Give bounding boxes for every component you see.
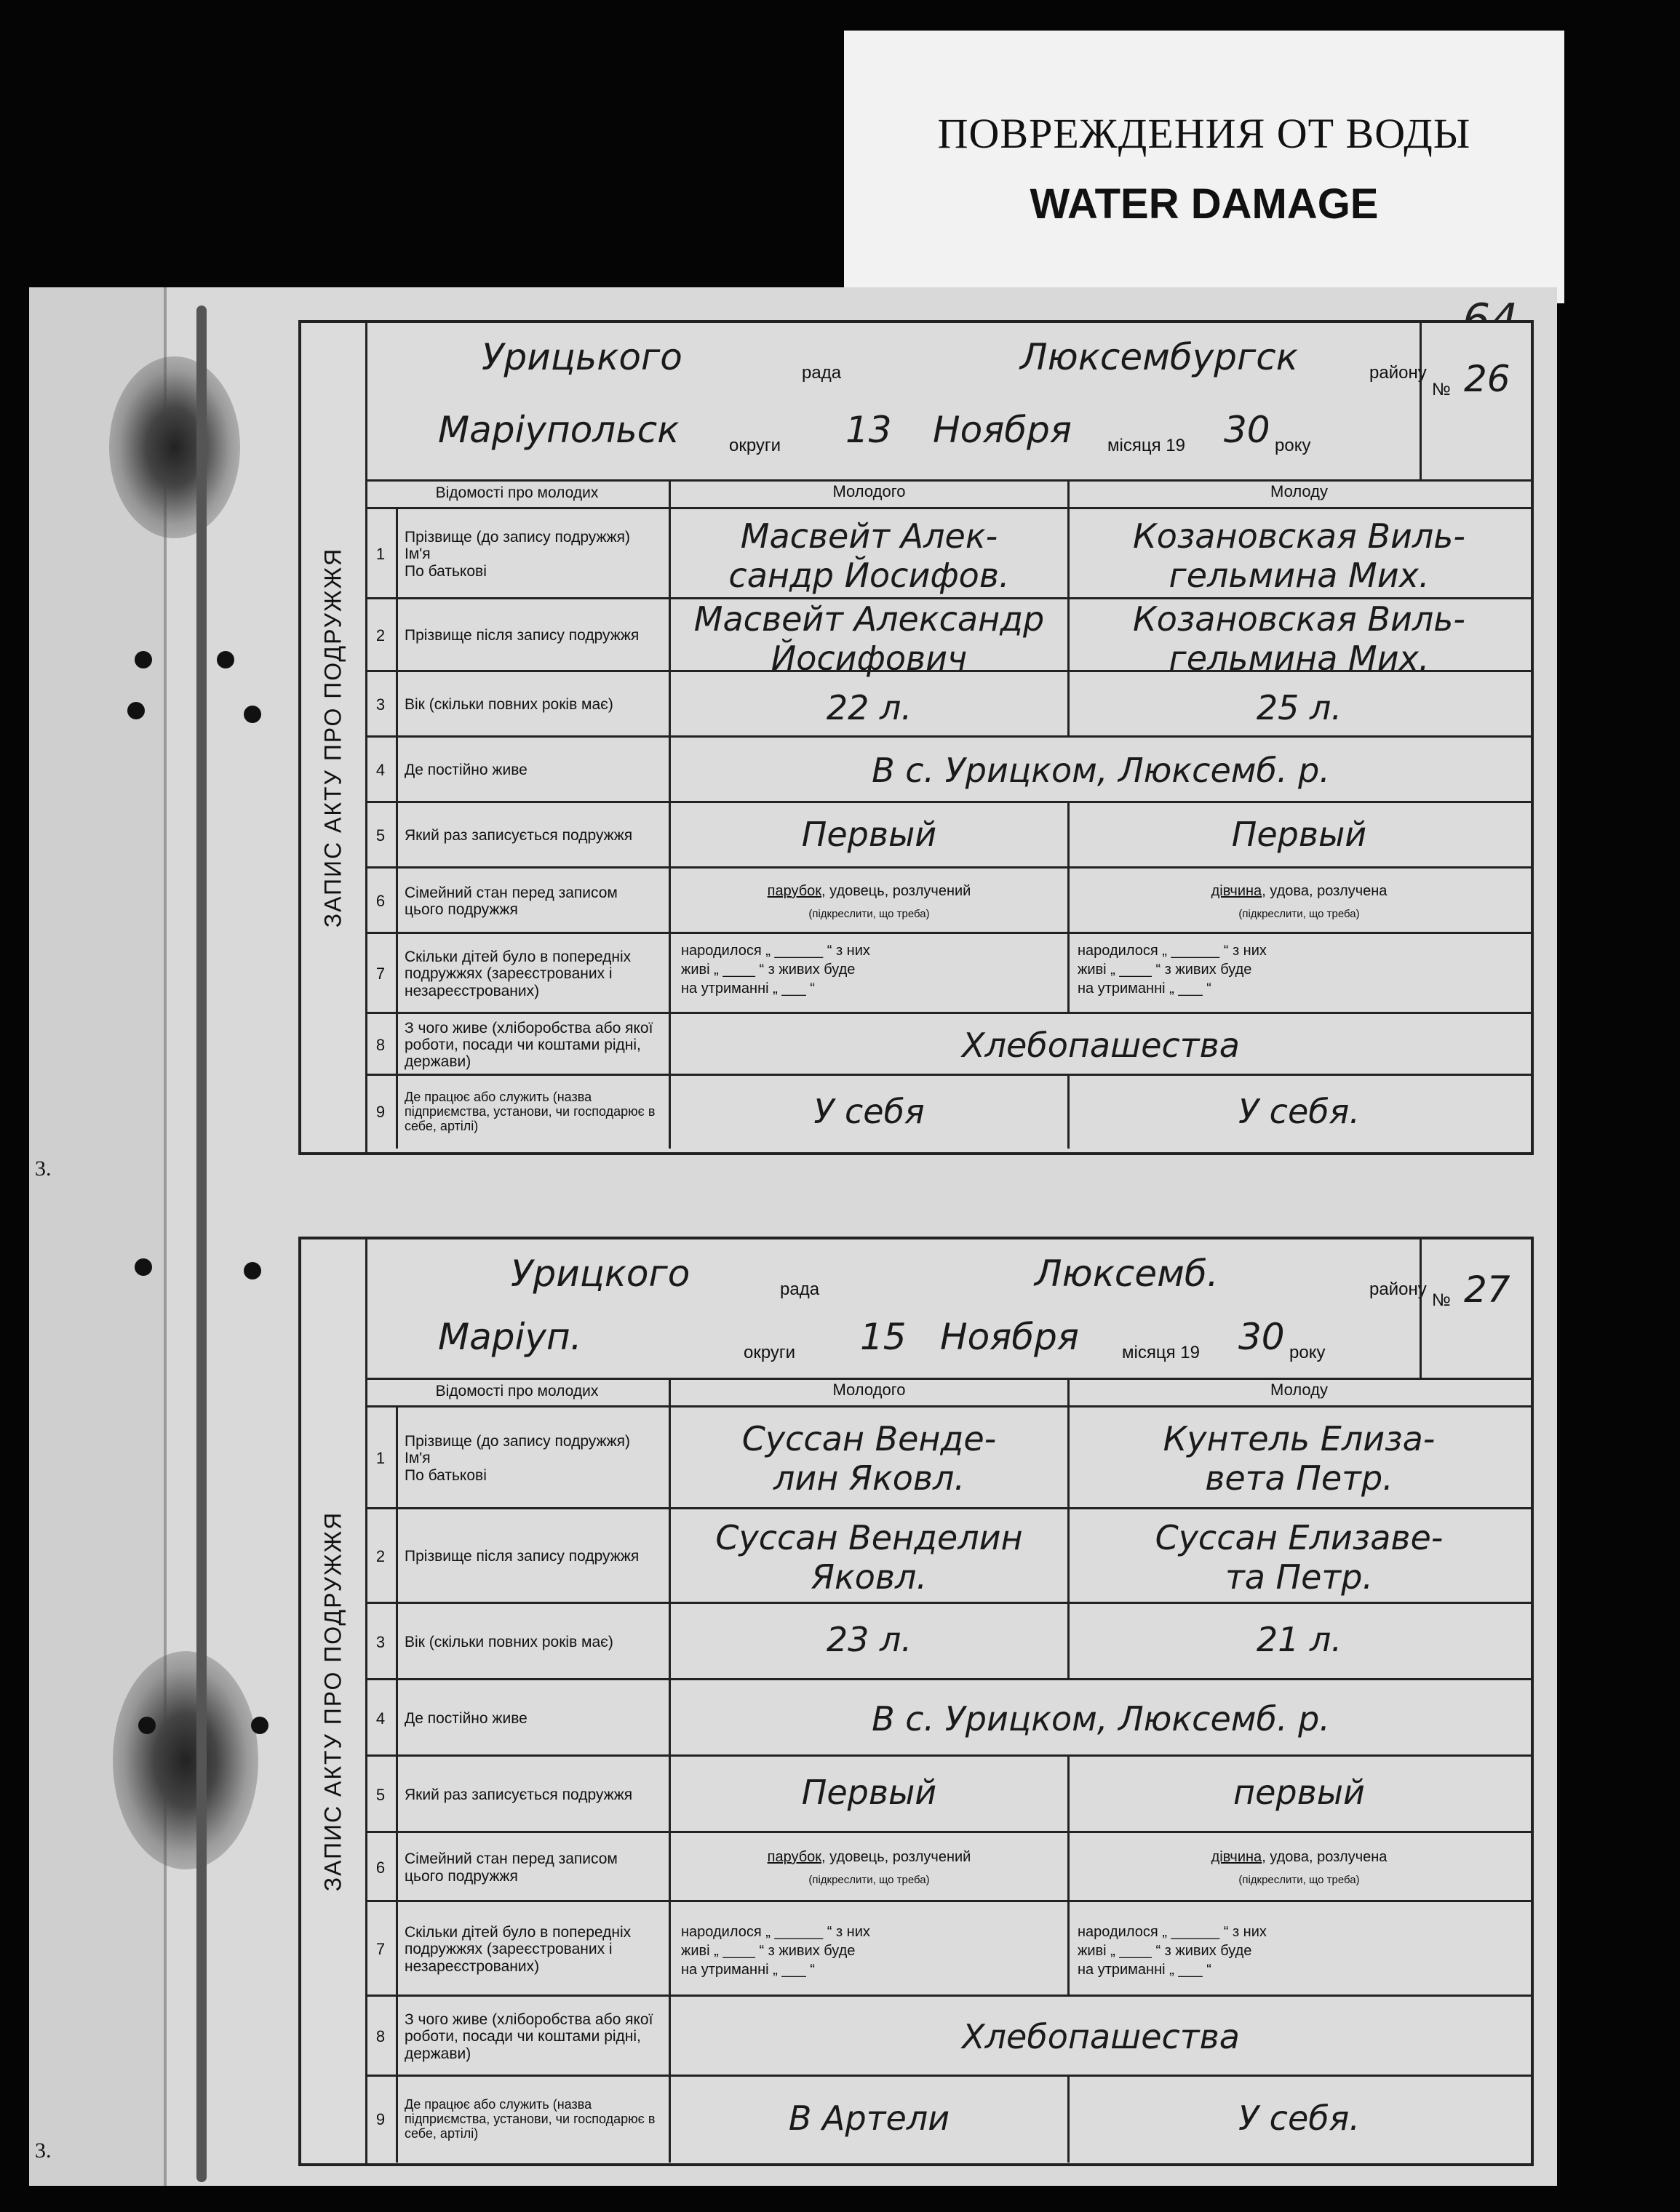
table-row: 2 Прізвище після запису подружжя Суссан Венделин Яковл. Суссан Елизаве- та Петр. [365,1507,1531,1604]
record-table [365,1378,1531,2163]
table-row: 7 Скільки дітей було в попередніх подружжях (зареєстрованих і незареєстрованих) народилося „ ______ “ з них живі „ ____ “ з живих буде на утриманні „ ___ “ народилося „ ______ “ з них живі „ ____ “ з живих буде на утриманні „ ___ “ [365,932,1531,1014]
table-row: 5 Який раз записується подружжя Первый Первый [365,801,1531,869]
misyatsia-label: місяця 19 [1107,436,1185,455]
strip-mark: 3. [35,2139,52,2163]
marriage-record-27 [298,1237,1534,2166]
table-row: 9 Де працює або служить (назва підприємства, установи, чи господарює в себе, артілі) В Артели У себя. [365,2075,1531,2163]
record-month: Ноября [933,409,1072,451]
water-damage-label-card [844,31,1564,303]
col-bride-header: Молоду [1270,1381,1328,1399]
raion-label: району [1369,1279,1427,1299]
groom-status: парубок, удовець, розлучений [767,1849,971,1865]
status-note: (підкреслити, що треба) [1238,908,1360,920]
binding-hole [138,1717,156,1734]
record-number: 26 [1464,358,1510,400]
table-row: 2 Прізвище після запису подружжя Масвейт Александр Йосифович Козановская Виль- гельмина Мих. [365,597,1531,672]
groom-name-after: Суссан Венделин Яковл. [715,1518,1023,1597]
record-number: 27 [1464,1269,1510,1311]
record-year: 30 [1238,1316,1285,1358]
label-russian-text: ПОВРЕЖДЕНИЯ ОТ ВОДЫ [937,110,1471,157]
bride-name: Кунтель Елиза- вета Петр. [1163,1419,1436,1498]
record-header [365,323,1531,482]
groom-workplace: У себя [813,1092,925,1131]
rada-label: рада [780,1279,820,1299]
status-note: (підкреслити, що треба) [1238,1874,1360,1886]
groom-age: 22 л. [826,688,912,727]
village-name: Урицкого [511,1253,690,1295]
record-number-box [1420,323,1531,479]
table-row: 4 Де постійно живе В с. Урицком, Люксемб. р. [365,1678,1531,1757]
table-row: 8 З чого живе (хліборобства або якої роботи, посади чи коштами рідні, держави) Хлебопашества [365,1012,1531,1076]
number-sign: № [1432,380,1451,399]
table-header-row [365,1378,1531,1405]
table-row: 6 Сімейний стан перед записом цього подружжя парубок, удовець, розлучений (підкреслити, що треба) дівчина, удова, розлучена (підкреслити, що треба) [365,1831,1531,1902]
binding-hole [244,1262,261,1279]
residence: В с. Урицком, Люксемб. р. [872,751,1330,790]
groom-age: 23 л. [826,1620,912,1659]
table-row: 1 Прізвище (до запису подружжя) Ім'я По батькові Масвейт Алек- сандр Йосифов. Козановская Виль- гельмина Мих. [365,507,1531,599]
bride-status: дівчина, удова, розлучена [1211,883,1388,899]
record-year: 30 [1224,409,1270,451]
record-day: 13 [845,409,892,451]
binding-hole [135,1258,152,1276]
bride-age: 25 л. [1256,688,1342,727]
binding-hole [217,651,234,668]
table-header-row [365,479,1531,507]
col-info-header: Відомості про молодих [365,1378,671,1405]
okrug-name: Маріупольск [438,409,680,451]
record-header [365,1239,1531,1380]
okrugy-label: округи [744,1343,796,1362]
table-row: 5 Який раз записується подружжя Первый первый [365,1754,1531,1833]
binding-hole [127,702,145,719]
col-groom-header: Молодого [832,482,906,500]
record-month: Ноября [940,1316,1079,1358]
table-row: 8 З чого живе (хліборобства або якої роботи, посади чи коштами рідні, держави) Хлебопашества [365,1995,1531,2077]
bride-status: дівчина, удова, розлучена [1211,1849,1388,1865]
table-row: 1 Прізвище (до запису подружжя) Ім'я По батькові Суссан Венде- лин Яковл. Кунтель Елиза- вета Петр. [365,1405,1531,1509]
table-row: 9 Де працює або служить (назва підприємства, установи, чи господарює в себе, артілі) У себя У себя. [365,1074,1531,1149]
roku-label: року [1289,1343,1326,1362]
binding-hole [251,1717,268,1734]
bride-marriage-count: Первый [1231,815,1367,854]
district-name: Люксембургск [1020,336,1298,378]
bride-workplace: У себя. [1238,2099,1360,2138]
binding-hole [135,651,152,668]
table-row: 4 Де постійно живе В с. Урицком, Люксемб. р. [365,735,1531,803]
bride-marriage-count: первый [1233,1773,1365,1812]
roku-label: року [1275,436,1311,455]
bride-name: Козановская Виль- гельмина Мих. [1133,516,1465,595]
col-groom-header: Молодого [832,1381,906,1399]
okrugy-label: округи [729,436,781,455]
groom-status: парубок, удовець, розлучений [767,883,971,899]
rada-label: рада [802,363,842,383]
groom-marriage-count: Первый [801,1773,937,1812]
binding-hole [244,706,261,723]
col-bride-header: Молоду [1270,482,1328,500]
binding-strip [29,287,167,2186]
livelihood: Хлебопашества [962,1025,1240,1065]
number-sign: № [1432,1290,1451,1310]
marriage-record-26 [298,320,1534,1155]
district-name: Люксемб. [1035,1253,1219,1295]
col-info-header: Відомості про молодих [365,479,671,507]
table-row: 3 Вік (скільки повних років має) 22 л. 25 л. [365,670,1531,738]
water-stain [113,1651,258,1869]
village-name: Урицького [482,336,682,378]
bride-age: 21 л. [1256,1620,1342,1659]
bride-name-after: Суссан Елизаве- та Петр. [1155,1518,1444,1597]
record-day: 15 [860,1316,907,1358]
strip-mark: 3. [35,1157,52,1181]
bride-name-after: Козановская Виль- гельмина Мих. [1133,599,1465,678]
groom-workplace: В Артели [788,2099,950,2138]
groom-children: народилося „ ______ “ з них живі „ ____ “ з живих буде на утриманні „ ___ “ [681,943,870,997]
groom-children: народилося „ ______ “ з них живі „ ____ “ з живих буде на утриманні „ ___ “ [681,1924,870,1978]
groom-name-after: Масвейт Александр Йосифович [693,599,1045,678]
misyatsia-label: місяця 19 [1122,1343,1200,1362]
groom-marriage-count: Первый [801,815,937,854]
table-row: 3 Вік (скільки повних років має) 23 л. 21 л. [365,1602,1531,1680]
status-note: (підкреслити, що треба) [808,908,930,920]
table-row: 6 Сімейний стан перед записом цього подружжя парубок, удовець, розлучений (підкреслити, що треба) дівчина, удова, розлучена (підкреслити, що треба) [365,866,1531,934]
bride-children: народилося „ ______ “ з них живі „ ____ “ з живих буде на утриманні „ ___ “ [1078,1924,1267,1978]
status-note: (підкреслити, що треба) [808,1874,930,1886]
record-table [365,479,1531,1152]
livelihood: Хлебопашества [962,2017,1240,2056]
record-side-title: ЗАПИС АКТУ ПРО ПОДРУЖЖЯ [301,1239,367,2163]
record-side-title: ЗАПИС АКТУ ПРО ПОДРУЖЖЯ [301,323,367,1152]
label-english-text: WATER DAMAGE [1030,180,1379,228]
table-row: 7 Скільки дітей було в попередніх подружжях (зареєстрованих і незареєстрованих) народилося „ ______ “ з них живі „ ____ “ з живих буде на утриманні „ ___ “ народилося „ ______ “ з них живі „ ____ “ з живих буде на утриманні „ ___ “ [365,1900,1531,1997]
water-stain [109,356,240,538]
raion-label: району [1369,363,1427,383]
paper-tear [196,306,207,2182]
groom-name: Масвейт Алек- сандр Йосифов. [728,516,1010,595]
residence: В с. Урицком, Люксемб. р. [872,1698,1330,1738]
bride-workplace: У себя. [1238,1092,1360,1131]
okrug-name: Маріуп. [438,1316,582,1358]
record-number-box [1420,1239,1531,1378]
bride-children: народилося „ ______ “ з них живі „ ____ “ з живих буде на утриманні „ ___ “ [1078,943,1267,997]
groom-name: Суссан Венде- лин Яковл. [741,1419,997,1498]
